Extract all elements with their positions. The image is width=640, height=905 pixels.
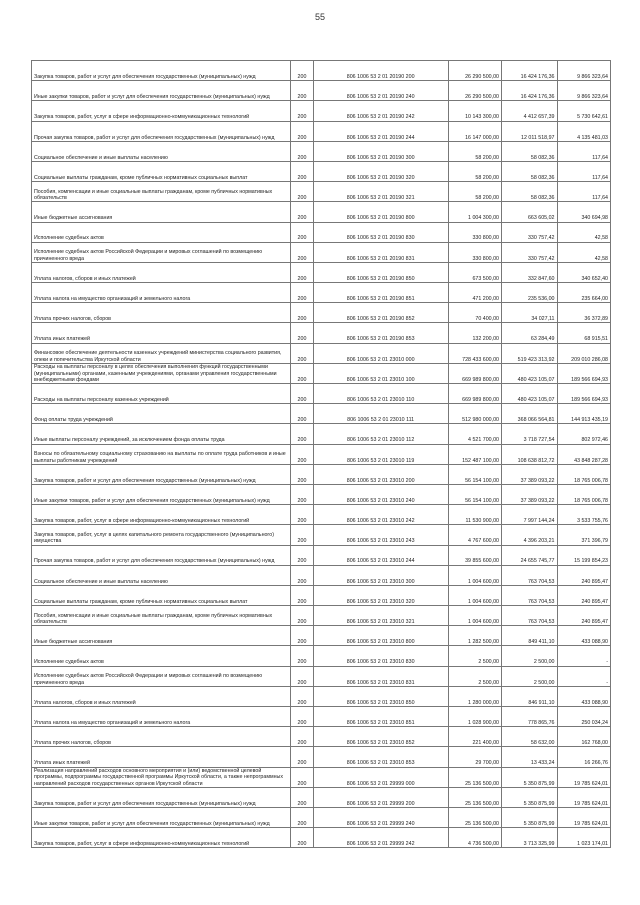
executed-amount-cell: 3 718 727,54	[501, 424, 557, 444]
admin-code-cell: 200	[291, 828, 314, 848]
row-name-cell: Расходы на выплаты персоналу в целях обеспечения выполнения функций государственными (муниципальными) органами, казенными учреждениями, органами управления государственными внебюджетными фондами	[32, 363, 291, 383]
remaining-amount-cell: -	[557, 646, 611, 666]
budget-execution-table	[31, 60, 611, 848]
admin-code-cell: 200	[291, 666, 314, 686]
remaining-amount-cell: 189 566 694,93	[557, 363, 611, 383]
approved-amount-cell: 70 400,00	[448, 303, 501, 323]
remaining-amount-cell: 42,58	[557, 222, 611, 242]
approved-amount-cell: 2 500,00	[448, 666, 501, 686]
row-name-cell: Социальное обеспечение и иные выплаты населению	[32, 141, 291, 161]
budget-code-cell: 806 1006 53 2 01 20190 244	[313, 121, 448, 141]
approved-amount-cell: 673 500,00	[448, 262, 501, 282]
admin-code-cell: 200	[291, 727, 314, 747]
admin-code-cell: 200	[291, 484, 314, 504]
admin-code-cell: 200	[291, 787, 314, 807]
admin-code-cell: 200	[291, 565, 314, 585]
admin-code-cell: 200	[291, 767, 314, 787]
admin-code-cell: 200	[291, 81, 314, 101]
budget-code-cell: 806 1006 53 2 01 23010 851	[313, 707, 448, 727]
budget-code-cell: 806 1006 53 2 01 20190 321	[313, 182, 448, 202]
approved-amount-cell: 4 521 700,00	[448, 424, 501, 444]
row-name-cell: Исполнение судебных актов Российской Федерации и мировых соглашений по возмещению причиненного вреда	[32, 242, 291, 262]
approved-amount-cell: 4 736 500,00	[448, 828, 501, 848]
row-name-cell: Уплата налогов, сборов и иных платежей	[32, 262, 291, 282]
approved-amount-cell: 471 200,00	[448, 283, 501, 303]
row-name-cell: Уплата иных платежей	[32, 747, 291, 767]
table-row	[32, 141, 611, 161]
admin-code-cell: 200	[291, 141, 314, 161]
admin-code-cell: 200	[291, 323, 314, 343]
budget-code-cell: 806 1006 53 2 01 23010 112	[313, 424, 448, 444]
executed-amount-cell: 4 396 203,21	[501, 525, 557, 545]
remaining-amount-cell: 68 915,51	[557, 323, 611, 343]
budget-code-cell: 806 1006 53 2 01 23010 850	[313, 686, 448, 706]
row-name-cell: Уплата прочих налогов, сборов	[32, 727, 291, 747]
budget-code-cell: 806 1006 53 2 01 23010 110	[313, 384, 448, 404]
remaining-amount-cell: 36 372,89	[557, 303, 611, 323]
approved-amount-cell: 152 487 100,00	[448, 444, 501, 464]
budget-code-cell: 806 1006 53 2 01 20190 300	[313, 141, 448, 161]
row-name-cell: Социальные выплаты гражданам, кроме публичных нормативных социальных выплат	[32, 585, 291, 605]
admin-code-cell: 200	[291, 384, 314, 404]
approved-amount-cell: 1 004 600,00	[448, 585, 501, 605]
executed-amount-cell: 763 704,53	[501, 606, 557, 626]
budget-code-cell: 806 1006 53 2 01 20190 200	[313, 61, 448, 81]
executed-amount-cell: 7 997 144,24	[501, 505, 557, 525]
budget-code-cell: 806 1006 53 2 01 29999 242	[313, 828, 448, 848]
remaining-amount-cell: 235 664,00	[557, 283, 611, 303]
table-row	[32, 606, 611, 626]
remaining-amount-cell: 433 088,90	[557, 626, 611, 646]
executed-amount-cell: 368 066 564,81	[501, 404, 557, 424]
table-row	[32, 242, 611, 262]
table-row	[32, 565, 611, 585]
table-row	[32, 707, 611, 727]
approved-amount-cell: 26 290 500,00	[448, 61, 501, 81]
budget-code-cell: 806 1006 53 2 01 20190 851	[313, 283, 448, 303]
remaining-amount-cell: 802 972,46	[557, 424, 611, 444]
row-name-cell: Уплата налога на имущество организаций и земельного налога	[32, 707, 291, 727]
table-row	[32, 61, 611, 81]
executed-amount-cell: 849 411,10	[501, 626, 557, 646]
budget-code-cell: 806 1006 53 2 01 23010 800	[313, 626, 448, 646]
approved-amount-cell: 1 004 600,00	[448, 606, 501, 626]
remaining-amount-cell: 117,64	[557, 161, 611, 181]
executed-amount-cell: 663 605,02	[501, 202, 557, 222]
row-name-cell: Исполнение судебных актов	[32, 222, 291, 242]
approved-amount-cell: 330 800,00	[448, 242, 501, 262]
budget-code-cell: 806 1006 53 2 01 29999 200	[313, 787, 448, 807]
admin-code-cell: 200	[291, 545, 314, 565]
remaining-amount-cell: 3 533 755,76	[557, 505, 611, 525]
approved-amount-cell: 4 767 600,00	[448, 525, 501, 545]
executed-amount-cell: 34 027,11	[501, 303, 557, 323]
table-row	[32, 505, 611, 525]
budget-code-cell: 806 1006 53 2 01 23010 852	[313, 727, 448, 747]
executed-amount-cell: 480 423 105,07	[501, 363, 557, 383]
approved-amount-cell: 11 530 900,00	[448, 505, 501, 525]
table-row	[32, 262, 611, 282]
table-row	[32, 283, 611, 303]
executed-amount-cell: 763 704,53	[501, 565, 557, 585]
approved-amount-cell: 221 400,00	[448, 727, 501, 747]
executed-amount-cell: 5 350 875,99	[501, 807, 557, 827]
admin-code-cell: 200	[291, 707, 314, 727]
table-row	[32, 646, 611, 666]
row-name-cell: Пособия, компенсации и иные социальные выплаты гражданам, кроме публичных нормативных обязательств	[32, 182, 291, 202]
executed-amount-cell: 519 423 313,92	[501, 343, 557, 363]
admin-code-cell: 200	[291, 363, 314, 383]
remaining-amount-cell: -	[557, 666, 611, 686]
row-name-cell: Реализация направлений расходов основного мероприятия и (или) ведомственной целевой программы, подпрограммы государственной программы Иркутской области, а также непрограммных направлений расходов государственных органов Иркутской области	[32, 767, 291, 787]
approved-amount-cell: 2 500,00	[448, 646, 501, 666]
admin-code-cell: 200	[291, 505, 314, 525]
table-row	[32, 807, 611, 827]
approved-amount-cell: 25 136 500,00	[448, 767, 501, 787]
table-row	[32, 585, 611, 605]
budget-code-cell: 806 1006 53 2 01 20190 853	[313, 323, 448, 343]
admin-code-cell: 200	[291, 404, 314, 424]
executed-amount-cell: 2 500,00	[501, 646, 557, 666]
admin-code-cell: 200	[291, 121, 314, 141]
remaining-amount-cell: 433 088,90	[557, 686, 611, 706]
admin-code-cell: 200	[291, 101, 314, 121]
remaining-amount-cell: 250 034,24	[557, 707, 611, 727]
executed-amount-cell: 2 500,00	[501, 666, 557, 686]
executed-amount-cell: 480 423 105,07	[501, 384, 557, 404]
row-name-cell: Социальные выплаты гражданам, кроме публичных нормативных социальных выплат	[32, 161, 291, 181]
remaining-amount-cell: 9 866 323,64	[557, 81, 611, 101]
table-row	[32, 767, 611, 787]
executed-amount-cell: 3 713 325,99	[501, 828, 557, 848]
budget-code-cell: 806 1006 53 2 01 20190 850	[313, 262, 448, 282]
approved-amount-cell: 132 200,00	[448, 323, 501, 343]
approved-amount-cell: 10 143 300,00	[448, 101, 501, 121]
approved-amount-cell: 1 028 900,00	[448, 707, 501, 727]
table-row	[32, 424, 611, 444]
row-name-cell: Исполнение судебных актов	[32, 646, 291, 666]
executed-amount-cell: 37 389 093,22	[501, 464, 557, 484]
executed-amount-cell: 778 865,76	[501, 707, 557, 727]
executed-amount-cell: 5 350 875,99	[501, 767, 557, 787]
admin-code-cell: 200	[291, 283, 314, 303]
remaining-amount-cell: 9 866 323,64	[557, 61, 611, 81]
approved-amount-cell: 16 147 000,00	[448, 121, 501, 141]
admin-code-cell: 200	[291, 343, 314, 363]
executed-amount-cell: 763 704,53	[501, 585, 557, 605]
row-name-cell: Фонд оплаты труда учреждений	[32, 404, 291, 424]
approved-amount-cell: 56 154 100,00	[448, 464, 501, 484]
approved-amount-cell: 25 136 500,00	[448, 787, 501, 807]
budget-code-cell: 806 1006 53 2 01 20190 242	[313, 101, 448, 121]
executed-amount-cell: 16 424 176,36	[501, 61, 557, 81]
budget-code-cell: 806 1006 53 2 01 23010 000	[313, 343, 448, 363]
remaining-amount-cell: 117,64	[557, 141, 611, 161]
approved-amount-cell: 1 280 000,00	[448, 686, 501, 706]
admin-code-cell: 200	[291, 61, 314, 81]
admin-code-cell: 200	[291, 646, 314, 666]
budget-code-cell: 806 1006 53 2 01 23010 831	[313, 666, 448, 686]
admin-code-cell: 200	[291, 424, 314, 444]
admin-code-cell: 200	[291, 686, 314, 706]
budget-code-cell: 806 1006 53 2 01 20190 831	[313, 242, 448, 262]
budget-code-cell: 806 1006 53 2 01 20190 800	[313, 202, 448, 222]
approved-amount-cell: 1 282 500,00	[448, 626, 501, 646]
table-row	[32, 828, 611, 848]
budget-code-cell: 806 1006 53 2 01 20190 240	[313, 81, 448, 101]
budget-code-cell: 806 1006 53 2 01 23010 244	[313, 545, 448, 565]
table-row	[32, 343, 611, 363]
row-name-cell: Социальное обеспечение и иные выплаты населению	[32, 565, 291, 585]
executed-amount-cell: 330 757,42	[501, 222, 557, 242]
table-row	[32, 686, 611, 706]
budget-code-cell: 806 1006 53 2 01 23010 119	[313, 444, 448, 464]
executed-amount-cell: 5 350 875,99	[501, 787, 557, 807]
remaining-amount-cell: 240 895,47	[557, 585, 611, 605]
row-name-cell: Исполнение судебных актов Российской Федерации и мировых соглашений по возмещению причиненного вреда	[32, 666, 291, 686]
remaining-amount-cell: 15 199 854,23	[557, 545, 611, 565]
remaining-amount-cell: 16 266,76	[557, 747, 611, 767]
approved-amount-cell: 25 136 500,00	[448, 807, 501, 827]
row-name-cell: Иные закупки товаров, работ и услуг для обеспечения государственных (муниципальных) нужд	[32, 484, 291, 504]
table-row	[32, 666, 611, 686]
remaining-amount-cell: 19 785 624,01	[557, 807, 611, 827]
approved-amount-cell: 512 980 000,00	[448, 404, 501, 424]
row-name-cell: Закупка товаров, работ и услуг для обеспечения государственных (муниципальных) нужд	[32, 787, 291, 807]
admin-code-cell: 200	[291, 161, 314, 181]
approved-amount-cell: 669 989 800,00	[448, 384, 501, 404]
admin-code-cell: 200	[291, 262, 314, 282]
row-name-cell: Закупка товаров, работ, услуг в сфере информационно-коммуникационных технологий	[32, 505, 291, 525]
row-name-cell: Пособия, компенсации и иные социальные выплаты гражданам, кроме публичных нормативных обязательств	[32, 606, 291, 626]
admin-code-cell: 200	[291, 626, 314, 646]
admin-code-cell: 200	[291, 242, 314, 262]
approved-amount-cell: 1 004 300,00	[448, 202, 501, 222]
row-name-cell: Иные закупки товаров, работ и услуг для обеспечения государственных (муниципальных) нужд	[32, 807, 291, 827]
row-name-cell: Прочая закупка товаров, работ и услуг для обеспечения государственных (муниципальных) нужд	[32, 545, 291, 565]
remaining-amount-cell: 189 566 694,93	[557, 384, 611, 404]
approved-amount-cell: 56 154 100,00	[448, 484, 501, 504]
row-name-cell: Иные закупки товаров, работ и услуг для обеспечения государственных (муниципальных) нужд	[32, 81, 291, 101]
remaining-amount-cell: 371 396,79	[557, 525, 611, 545]
page-number: 55	[314, 12, 325, 22]
row-name-cell: Иные бюджетные ассигнования	[32, 626, 291, 646]
table-row	[32, 202, 611, 222]
remaining-amount-cell: 209 010 286,08	[557, 343, 611, 363]
executed-amount-cell: 235 536,00	[501, 283, 557, 303]
table-row	[32, 101, 611, 121]
budget-code-cell: 806 1006 53 2 01 29999 240	[313, 807, 448, 827]
approved-amount-cell: 29 700,00	[448, 747, 501, 767]
table-row	[32, 384, 611, 404]
executed-amount-cell: 24 655 745,77	[501, 545, 557, 565]
row-name-cell: Уплата иных платежей	[32, 323, 291, 343]
row-name-cell: Закупка товаров, работ, услуг в сфере информационно-коммуникационных технологий	[32, 101, 291, 121]
budget-code-cell: 806 1006 53 2 01 23010 100	[313, 363, 448, 383]
executed-amount-cell: 108 638 812,72	[501, 444, 557, 464]
remaining-amount-cell: 240 895,47	[557, 565, 611, 585]
executed-amount-cell: 12 011 518,97	[501, 121, 557, 141]
row-name-cell: Расходы на выплаты персоналу казенных учреждений	[32, 384, 291, 404]
table-row	[32, 747, 611, 767]
row-name-cell: Взносы по обязательному социальному страхованию на выплаты по оплате труда работников и иные выплаты работникам учреждений	[32, 444, 291, 464]
remaining-amount-cell: 19 785 624,01	[557, 787, 611, 807]
budget-code-cell: 806 1006 53 2 01 20190 852	[313, 303, 448, 323]
remaining-amount-cell: 340 694,98	[557, 202, 611, 222]
table-row	[32, 727, 611, 747]
approved-amount-cell: 58 200,00	[448, 182, 501, 202]
budget-code-cell: 806 1006 53 2 01 23010 200	[313, 464, 448, 484]
admin-code-cell: 200	[291, 303, 314, 323]
row-name-cell: Уплата налога на имущество организаций и земельного налога	[32, 283, 291, 303]
table-row	[32, 222, 611, 242]
budget-code-cell: 806 1006 53 2 01 29999 000	[313, 767, 448, 787]
executed-amount-cell: 58 632,00	[501, 727, 557, 747]
remaining-amount-cell: 144 913 435,19	[557, 404, 611, 424]
table-row	[32, 81, 611, 101]
row-name-cell: Иные бюджетные ассигнования	[32, 202, 291, 222]
approved-amount-cell: 39 855 600,00	[448, 545, 501, 565]
executed-amount-cell: 37 389 093,22	[501, 484, 557, 504]
remaining-amount-cell: 4 135 481,03	[557, 121, 611, 141]
row-name-cell: Иные выплаты персоналу учреждений, за исключением фонда оплаты труда	[32, 424, 291, 444]
executed-amount-cell: 332 847,60	[501, 262, 557, 282]
table-row	[32, 121, 611, 141]
row-name-cell: Закупка товаров, работ, услуг в целях капитального ремонта государственного (муниципального) имущества	[32, 525, 291, 545]
table-row	[32, 363, 611, 383]
executed-amount-cell: 58 082,36	[501, 141, 557, 161]
budget-code-cell: 806 1006 53 2 01 23010 243	[313, 525, 448, 545]
budget-code-cell: 806 1006 53 2 01 23010 111	[313, 404, 448, 424]
admin-code-cell: 200	[291, 182, 314, 202]
row-name-cell: Финансовое обеспечение деятельности казенных учреждений министерства социального развития, опеки и попечительства Иркутской области	[32, 343, 291, 363]
table-row	[32, 182, 611, 202]
admin-code-cell: 200	[291, 202, 314, 222]
budget-code-cell: 806 1006 53 2 01 23010 240	[313, 484, 448, 504]
admin-code-cell: 200	[291, 525, 314, 545]
approved-amount-cell: 1 004 600,00	[448, 565, 501, 585]
admin-code-cell: 200	[291, 222, 314, 242]
remaining-amount-cell: 18 765 006,78	[557, 464, 611, 484]
approved-amount-cell: 58 200,00	[448, 161, 501, 181]
executed-amount-cell: 58 082,36	[501, 161, 557, 181]
remaining-amount-cell: 43 848 287,28	[557, 444, 611, 464]
remaining-amount-cell: 42,58	[557, 242, 611, 262]
budget-code-cell: 806 1006 53 2 01 23010 321	[313, 606, 448, 626]
approved-amount-cell: 58 200,00	[448, 141, 501, 161]
budget-code-cell: 806 1006 53 2 01 23010 320	[313, 585, 448, 605]
table-row	[32, 484, 611, 504]
executed-amount-cell: 16 424 176,36	[501, 81, 557, 101]
executed-amount-cell: 13 433,24	[501, 747, 557, 767]
admin-code-cell: 200	[291, 606, 314, 626]
remaining-amount-cell: 5 730 642,61	[557, 101, 611, 121]
row-name-cell: Закупка товаров, работ и услуг для обеспечения государственных (муниципальных) нужд	[32, 464, 291, 484]
budget-code-cell: 806 1006 53 2 01 20190 830	[313, 222, 448, 242]
table-row	[32, 626, 611, 646]
executed-amount-cell: 330 757,42	[501, 242, 557, 262]
budget-code-cell: 806 1006 53 2 01 23010 242	[313, 505, 448, 525]
row-name-cell: Закупка товаров, работ и услуг для обеспечения государственных (муниципальных) нужд	[32, 61, 291, 81]
table-row	[32, 323, 611, 343]
executed-amount-cell: 4 412 657,39	[501, 101, 557, 121]
budget-code-cell: 806 1006 53 2 01 23010 830	[313, 646, 448, 666]
row-name-cell: Закупка товаров, работ, услуг в сфере информационно-коммуникационных технологий	[32, 828, 291, 848]
remaining-amount-cell: 18 765 006,78	[557, 484, 611, 504]
remaining-amount-cell: 19 785 624,01	[557, 767, 611, 787]
remaining-amount-cell: 240 895,47	[557, 606, 611, 626]
executed-amount-cell: 846 911,10	[501, 686, 557, 706]
admin-code-cell: 200	[291, 464, 314, 484]
table-body	[32, 61, 611, 848]
approved-amount-cell: 669 989 800,00	[448, 363, 501, 383]
row-name-cell: Уплата прочих налогов, сборов	[32, 303, 291, 323]
remaining-amount-cell: 162 768,00	[557, 727, 611, 747]
admin-code-cell: 200	[291, 585, 314, 605]
table-row	[32, 404, 611, 424]
executed-amount-cell: 58 082,36	[501, 182, 557, 202]
table-row	[32, 444, 611, 464]
remaining-amount-cell: 117,64	[557, 182, 611, 202]
approved-amount-cell: 728 433 600,00	[448, 343, 501, 363]
row-name-cell: Прочая закупка товаров, работ и услуг для обеспечения государственных (муниципальных) нужд	[32, 121, 291, 141]
budget-code-cell: 806 1006 53 2 01 23010 853	[313, 747, 448, 767]
row-name-cell: Уплата налогов, сборов и иных платежей	[32, 686, 291, 706]
table-row	[32, 545, 611, 565]
admin-code-cell: 200	[291, 807, 314, 827]
approved-amount-cell: 26 290 500,00	[448, 81, 501, 101]
budget-code-cell: 806 1006 53 2 01 23010 300	[313, 565, 448, 585]
approved-amount-cell: 330 800,00	[448, 222, 501, 242]
remaining-amount-cell: 1 023 174,01	[557, 828, 611, 848]
table-row	[32, 787, 611, 807]
table-row	[32, 464, 611, 484]
table-row	[32, 525, 611, 545]
admin-code-cell: 200	[291, 444, 314, 464]
admin-code-cell: 200	[291, 747, 314, 767]
table-row	[32, 303, 611, 323]
remaining-amount-cell: 340 652,40	[557, 262, 611, 282]
executed-amount-cell: 63 284,49	[501, 323, 557, 343]
budget-code-cell: 806 1006 53 2 01 20190 320	[313, 161, 448, 181]
table-row	[32, 161, 611, 181]
